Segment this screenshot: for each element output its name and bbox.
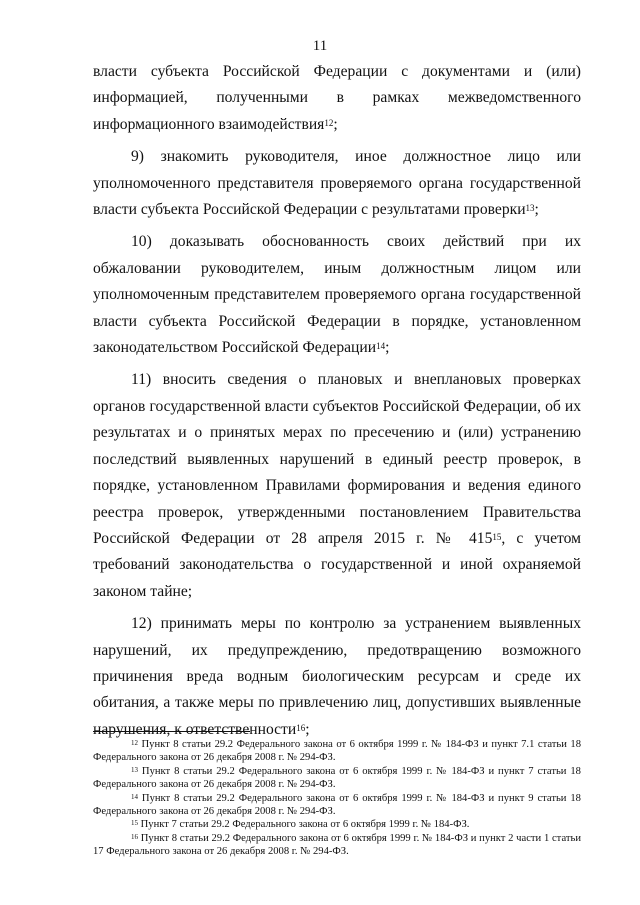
footnote-text: Пункт 8 статьи 29.2 Федерального закона от 6 октября 1999 г. № 184-ФЗ и пункт 2 части 1 статьи 17 Федерального закона от 26 декабря 2008 г. № 294-ФЗ.: [93, 832, 582, 858]
footnote-text: Пункт 8 статьи 29.2 Федерального закона от 6 октября 1999 г. № 184-ФЗ и пункт 7.1 статьи 18 Федерального закона от 26 декабря 2008 г. № 294-ФЗ.: [93, 739, 581, 764]
paragraph-item-11: [93, 367, 581, 605]
paragraph-tail: ;: [333, 115, 338, 133]
paragraph-item-12: [93, 611, 581, 743]
footnote-15: [93, 818, 581, 831]
footnote-mark: 13: [131, 765, 138, 774]
paragraph-text: 10) доказывать обоснованность своих действий при их обжаловании руководителем, иным должностным лицом или уполномоченным представителем проверяемого органа государственной власти субъекта Российской Федерации в порядке, установленном законодательством Российской Федерации: [93, 233, 581, 357]
footnote-12: [93, 738, 581, 765]
paragraph-item-10: [93, 229, 581, 361]
footnote-ref-15[interactable]: 15: [492, 531, 502, 542]
footnote-mark: 14: [131, 792, 138, 801]
paragraph-continuation: [93, 59, 581, 138]
footnote-text: Пункт 8 статьи 29.2 Федерального закона от 6 октября 1999 г. № 184-ФЗ и пункт 9 статьи 18 Федерального закона от 26 декабря 2008 г. № 294-ФЗ.: [93, 792, 581, 818]
paragraph-text-a: 11) вносить сведения о плановых и внеплановых проверках органов государственной власти субъектов Российской Федерации, об их результатах и о принятых мерах по пресечению и (или) устранению последствий выявленных нарушений в единый реестр проверок, в порядке, установленном Правилами формирования и ведения единого реестра проверок, утвержденными постановлением Правительства Российской Федерации от 28 апреля 2015 г. № 415: [93, 371, 581, 547]
paragraph-tail: ;: [305, 720, 310, 738]
paragraph-text-b: , с учетом требований законодательства о государственной и иной охраняемой законом тайне;: [93, 529, 582, 600]
footnote-14: [93, 792, 581, 819]
paragraph-item-9: [93, 144, 581, 223]
paragraph-tail: ;: [385, 339, 390, 357]
footnote-text: Пункт 8 статьи 29.2 Федерального закона от 6 октября 1999 г. № 184-ФЗ и пункт 7 статьи 18 Федерального закона от 26 декабря 2008 г. № 294-ФЗ.: [93, 765, 581, 791]
footnote-ref-14[interactable]: 14: [376, 341, 386, 352]
page-number: 11: [312, 38, 328, 54]
footnote-ref-13[interactable]: 13: [525, 203, 535, 214]
footnote-mark: 15: [131, 819, 138, 828]
footnote-mark: 12: [131, 739, 138, 747]
footnotes: [93, 738, 581, 859]
footnote-13: [93, 765, 581, 792]
footnote-ref-16[interactable]: 16: [296, 722, 306, 733]
footnote-16: [93, 832, 581, 859]
footnote-ref-12[interactable]: 12: [324, 117, 334, 128]
footnote-text: Пункт 7 статьи 29.2 Федерального закона от 6 октября 1999 г. № 184-ФЗ.: [140, 819, 470, 831]
paragraph-tail: ;: [534, 201, 539, 219]
paragraph-text: власти субъекта Российской Федерации с документами и (или) информацией, полученными в рамках межведомственного информационного взаимодействия: [93, 63, 581, 133]
body-text: [93, 59, 581, 743]
paragraph-text: 12) принимать меры по контролю за устранением выявленных нарушений, их предупреждению, предотвращению возможного причинения вреда водным биологическим ресурсам и среде их обитания, а также меры по привлечению лиц, допустивших выявленные нарушения, к ответственности: [93, 615, 581, 738]
footnote-mark: 16: [131, 832, 138, 841]
footnote-separator: [93, 731, 250, 732]
paragraph-text: 9) знакомить руководителя, иное должностное лицо или уполномоченного представителя проверяемого органа государственной власти субъекта Российской Федерации с результатами проверки: [93, 148, 581, 219]
